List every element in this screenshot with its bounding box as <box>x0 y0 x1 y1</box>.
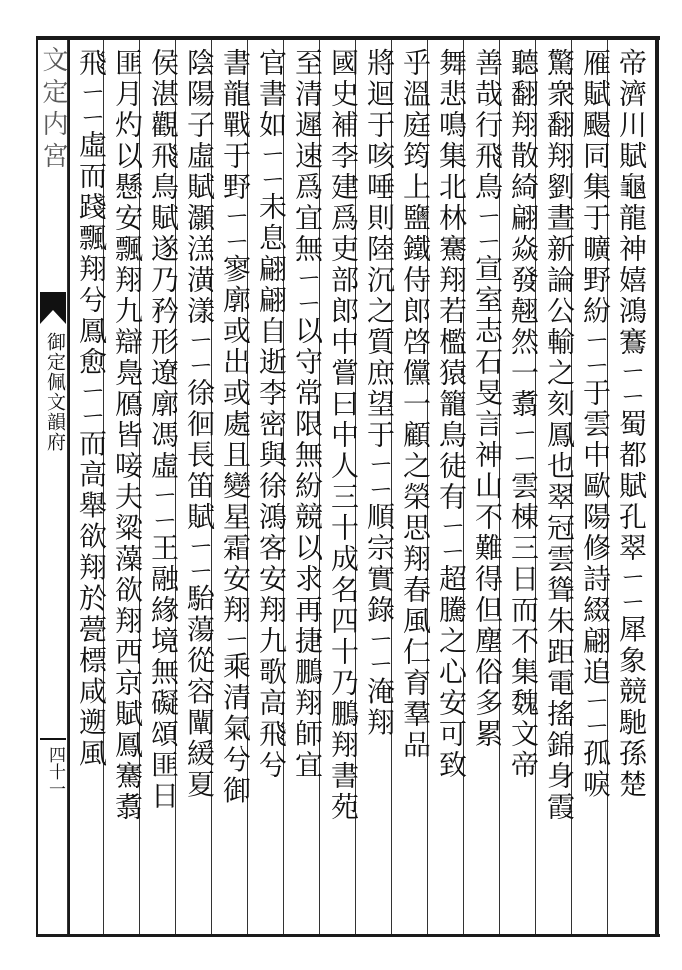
text-column: 乎溫庭筠上鹽鐵侍郎啓儻一顧之榮思翔春風仁育羣品 <box>391 40 439 934</box>
text-column: 侯湛觀飛鳥賦遂乃矜形遼廓馮虛ㄧㄧ王融緣境無礙頌匪日 <box>139 40 187 934</box>
text-column: 書龍戰于野ㄧㄧ寥廓或出或處且變星霜安翔ㄧ乘清氣兮御 <box>211 40 259 934</box>
text-column: 匪月灼以懸安飄翔九辯鳧鴈皆唼夫粱藻欲翔西京賦鳳騫翥 <box>103 40 151 934</box>
text-column: 國史補李建爲吏部郎中嘗曰中人三十成名四十乃鵬翔書苑 <box>319 40 367 934</box>
text-column: 官書如ㄧㄧ未息翩翩自逝李密與徐鴻客安翔九歌高飛兮 <box>247 40 295 934</box>
book-title: 御定佩文韻府 <box>44 332 66 452</box>
text-columns <box>70 40 655 934</box>
text-column: 飛ㄧㄧ虛而踐飄翔兮鳳愈ㄧㄧ而高舉欲翔於甍標咸遡風 <box>67 40 115 934</box>
text-column: 陰陽子虛賦灝溔潢漾ㄧㄧ徐徊長笛賦ㄧㄧ駘蕩從容闡緩夏 <box>175 40 223 934</box>
right-border-line <box>655 36 659 936</box>
text-column: 聽翻翔散綺翩焱發翹然一翥ㄧㄧ雲棟三日而不集魏文帝 <box>499 40 547 934</box>
fishtail-mark-icon <box>38 288 68 328</box>
bottom-border-line <box>36 934 660 937</box>
text-column: 善哉行飛鳥ㄧㄧ宣室志石旻言神山不難得但塵俗多累 <box>463 40 511 934</box>
text-column: 雁賦颺同集于曠野紛ㄧㄧ于雲中歐陽修詩綴翩追ㄧㄧ孤唳 <box>571 40 619 934</box>
text-column: 驚衆翻翔劉晝新論公輸之刻鳳也翠冠雲聳朱距電搖錦身霞 <box>535 40 583 934</box>
text-column: 帝濟川賦龜龍神嬉鴻鶱ㄧㄧ蜀都賦孔翠ㄧㄧ犀象競馳孫楚 <box>607 40 655 934</box>
page-number: 四十一 <box>40 738 66 798</box>
text-column: 舞悲鳴集北林騫翔若檻猿籠鳥徒有ㄧㄧ超騰之心安可致 <box>427 40 475 934</box>
text-column: 至清遲速爲宜無ㄧㄧ以守常限無紛競以求再捷鵬翔師宜 <box>283 40 331 934</box>
text-column: 將迴于咳唾則陸沉之質庶望于ㄧㄧ順宗實錄ㄧㄧ淹翔 <box>355 40 403 934</box>
margin-top-fragment: 文定内宮 <box>38 46 68 174</box>
